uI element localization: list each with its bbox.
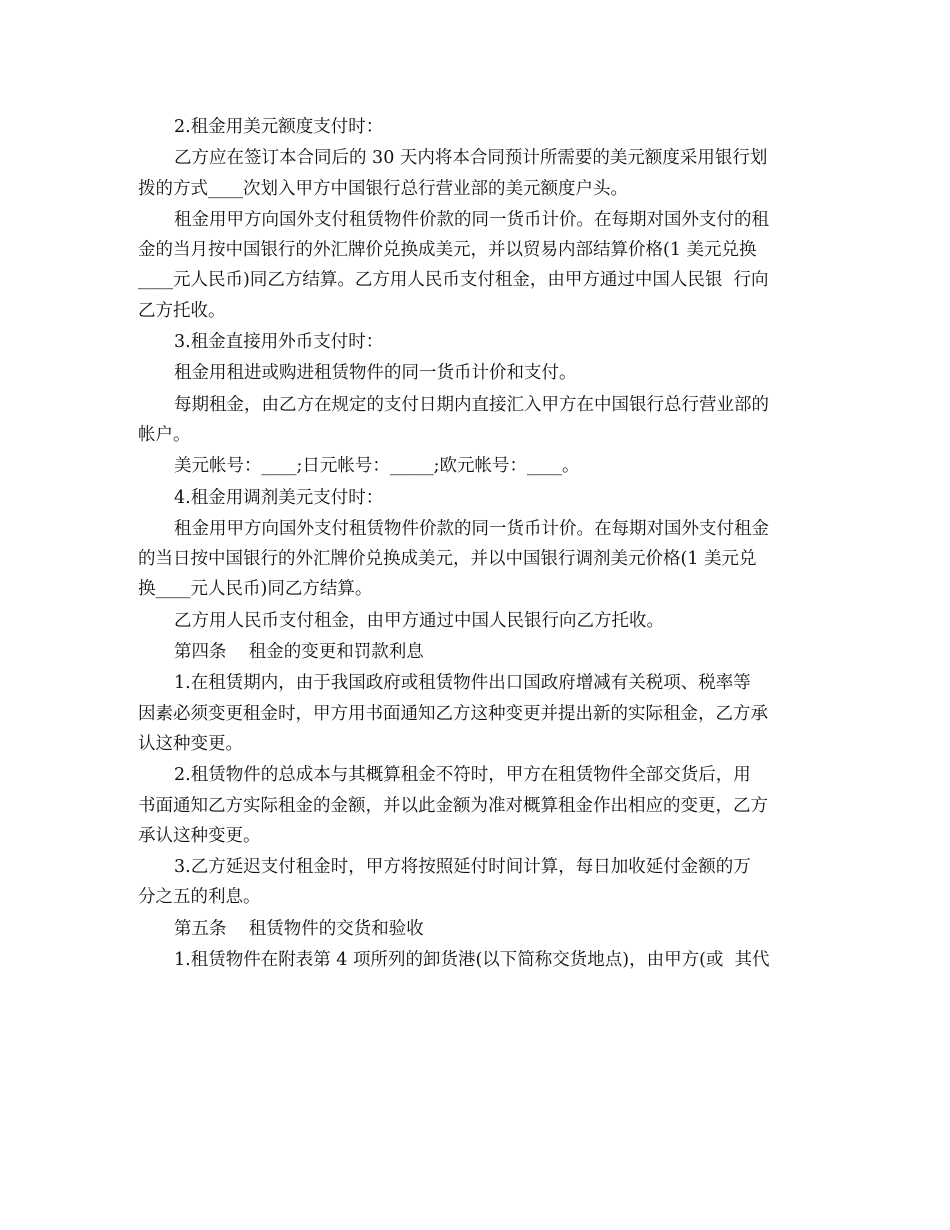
paragraph xyxy=(138,327,814,357)
text-line: 乙方托收。 xyxy=(138,300,226,321)
text-line: 第四条 租金的变更和罚款利息 xyxy=(174,642,424,663)
text-line: 1.租赁物件在附表第 4 项所列的卸货港(以下简称交货地点)，由甲方(或 其代 xyxy=(174,950,770,971)
text-line: 4.租金用调剂美元支付时： xyxy=(174,487,384,508)
paragraph xyxy=(138,358,814,388)
paragraph xyxy=(138,143,814,204)
paragraph xyxy=(138,451,814,481)
paragraph xyxy=(138,945,814,975)
text-line: 换____元人民币)同乙方结算。 xyxy=(138,579,373,600)
text-line: 因素必须变更租金时，甲方用书面通知乙方这种变更并提出新的实际租金，乙方承 xyxy=(138,703,768,724)
text-line: 乙方应在签订本合同后的 30 天内将本合同预计所需要的美元额度采用银行划 xyxy=(174,148,768,169)
text-line: 书面通知乙方实际租金的金额，并以此金额为准对概算租金作出相应的变更，乙方 xyxy=(138,795,768,816)
paragraph xyxy=(138,112,814,142)
text-line: 每期租金，由乙方在规定的支付日期内直接汇入甲方在中国银行总行营业部的 xyxy=(174,394,769,415)
paragraph xyxy=(138,637,814,667)
text-line: 认这种变更。 xyxy=(138,733,243,754)
text-line: 3.租金直接用外币支付时： xyxy=(174,332,384,353)
paragraph xyxy=(138,760,814,851)
text-line: 3.乙方延迟支付租金时，甲方将按照延付时间计算，每日加收延付金额的万 xyxy=(174,857,751,878)
text-line: 第五条 租赁物件的交货和验收 xyxy=(174,918,424,939)
text-line: 拨的方式____次划入甲方中国银行总行营业部的美元额度户头。 xyxy=(138,178,628,199)
paragraph xyxy=(138,483,814,513)
text-line: 2.租赁物件的总成本与其概算租金不符时，甲方在租赁物件全部交货后，用 xyxy=(174,765,751,786)
text-line: 乙方用人民币支付租金，由甲方通过中国人民银行向乙方托收。 xyxy=(174,610,664,631)
text-line: 金的当月按中国银行的外汇牌价兑换成美元，并以贸易内部结算价格(1 美元兑换 xyxy=(138,240,757,261)
text-line: 租金用甲方向国外支付租赁物件价款的同一货币计价。在每期对国外支付租金 xyxy=(174,518,769,539)
paragraph xyxy=(138,606,814,636)
text-line: 1.在租赁期内，由于我国政府或租赁物件出口国政府增减有关税项、税率等 xyxy=(174,673,751,694)
text-line: 租金用甲方向国外支付租赁物件价款的同一货币计价。在每期对国外支付的租 xyxy=(174,209,769,230)
paragraph xyxy=(138,205,814,326)
text-line: 2.租金用美元额度支付时： xyxy=(174,117,384,137)
text-line: 承认这种变更。 xyxy=(138,825,261,846)
text-line: 帐户。 xyxy=(138,424,191,445)
text-line: 的当日按中国银行的外汇牌价兑换成美元，并以中国银行调剂美元价格(1 美元兑 xyxy=(138,549,757,570)
text-line: 租金用租进或购进租赁物件的同一货币计价和支付。 xyxy=(174,363,577,384)
paragraph xyxy=(138,668,814,759)
text-line: ____元人民币)同乙方结算。乙方用人民币支付租金，由甲方通过中国人民银 行向 xyxy=(138,270,769,291)
paragraph xyxy=(138,852,814,913)
text-line: 分之五的利息。 xyxy=(138,887,261,908)
paragraph xyxy=(138,914,814,944)
paragraph xyxy=(138,514,814,605)
text-line: 美元帐号：____;日元帐号：_____;欧元帐号：____。 xyxy=(174,456,580,477)
paragraph xyxy=(138,390,814,451)
